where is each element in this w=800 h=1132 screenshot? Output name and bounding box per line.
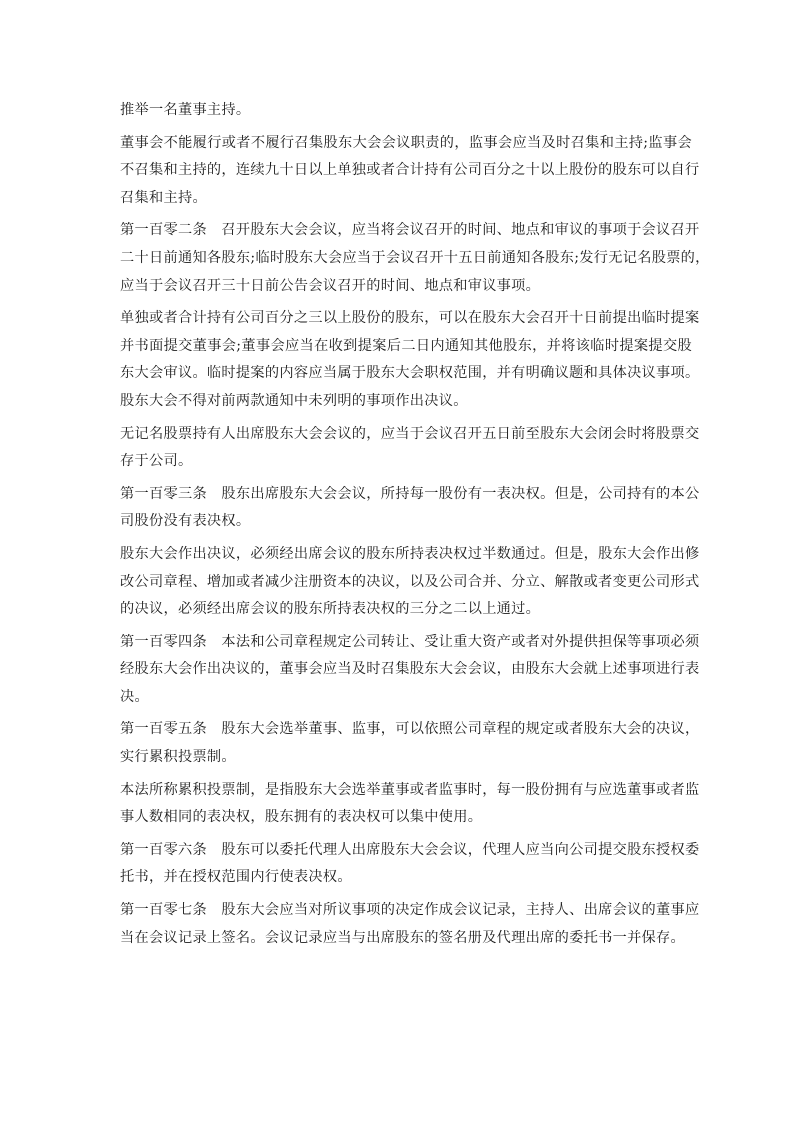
paragraph (120, 305, 700, 415)
text-line: 事人数相同的表决权，股东拥有的表决权可以集中使用。 (120, 809, 483, 826)
text-line: 当在会议记录上签名。会议记录应当与出席股东的签名册及代理出席的委托书一并保存。 (120, 929, 686, 946)
text-line: 无记名股票持有人出席股东大会会议的，应当于会议召开五日前至股东大会闭会时将股票交 (120, 425, 700, 442)
text-line: 第一百零二条 召开股东大会会议，应当将会议召开的时间、地点和审议的事项于会议召开 (120, 222, 700, 239)
text-line: 不召集和主持的，连续九十日以上单独或者合计持有公司百分之十以上股份的股东可以自行 (120, 162, 700, 179)
text-line: 董事会不能履行或者不履行召集股东大会会议职责的，监事会应当及时召集和主持;监事会 (120, 134, 692, 151)
text-line: 托书，并在授权范围内行使表决权。 (120, 869, 352, 886)
text-line: 东大会审议。临时提案的内容应当属于股东大会职权范围，并有明确议题和具体决议事项。 (120, 365, 700, 382)
text-line: 本法所称累积投票制，是指股东大会选举董事或者监事时，每一股份拥有与应选董事或者监 (120, 781, 700, 798)
text-line: 召集和主持。 (120, 189, 207, 206)
paragraph (120, 629, 700, 712)
text-line: 第一百零六条 股东可以委托代理人出席股东大会会议，代理人应当向公司提交股东授权委 (120, 841, 700, 858)
text-line: 经股东大会作出决议的，董事会应当及时召集股东大会会议，由股东大会就上述事项进行表 (120, 661, 700, 678)
paragraph (120, 481, 700, 536)
paragraph (120, 541, 700, 624)
text-line: 二十日前通知各股东;临时股东大会应当于会议召开十五日前通知各股东;发行无记名股票的， (120, 249, 710, 266)
text-line: 改公司章程、增加或者减少注册资本的决议，以及公司合并、分立、解散或者变更公司形式 (120, 573, 700, 590)
paragraph (120, 837, 700, 892)
text-line: 第一百零五条 股东大会选举董事、监事，可以依照公司章程的规定或者股东大会的决议， (120, 721, 700, 738)
text-line: 存于公司。 (120, 453, 193, 470)
text-line: 实行累积投票制。 (120, 749, 236, 766)
text-line: 第一百零四条 本法和公司章程规定公司转让、受让重大资产或者对外提供担保等事项必须 (120, 633, 700, 650)
paragraph (120, 897, 700, 952)
paragraph (120, 421, 700, 476)
paragraph (120, 97, 692, 125)
text-line: 司股份没有表决权。 (120, 513, 251, 530)
text-line: 股东大会不得对前两款通知中未列明的事项作出决议。 (120, 392, 468, 409)
text-line: 第一百零三条 股东出席股东大会会议，所持每一股份有一表决权。但是，公司持有的本公 (120, 485, 700, 502)
document-page (120, 97, 710, 957)
text-line: 第一百零七条 股东大会应当对所议事项的决定作成会议记录，主持人、出席会议的董事应 (120, 902, 700, 919)
text-line: 决。 (120, 688, 149, 705)
paragraph (120, 716, 700, 771)
text-line: 单独或者合计持有公司百分之三以上股份的股东，可以在股东大会召开十日前提出临时提案 (120, 310, 700, 327)
text-line: 并书面提交董事会;董事会应当在收到提案后二日内通知其他股东，并将该临时提案提交股 (120, 337, 692, 354)
paragraph (120, 130, 700, 213)
text-line: 股东大会作出决议，必须经出席会议的股东所持表决权过半数通过。但是，股东大会作出修 (120, 545, 700, 562)
paragraph (120, 777, 700, 832)
text-line: 推举一名董事主持。 (120, 102, 251, 118)
paragraph (120, 217, 710, 300)
text-line: 应当于会议召开三十日前公告会议召开的时间、地点和审议事项。 (120, 277, 541, 294)
text-line: 的决议，必须经出席会议的股东所持表决权的三分之二以上通过。 (120, 601, 541, 618)
document-body (120, 97, 710, 952)
